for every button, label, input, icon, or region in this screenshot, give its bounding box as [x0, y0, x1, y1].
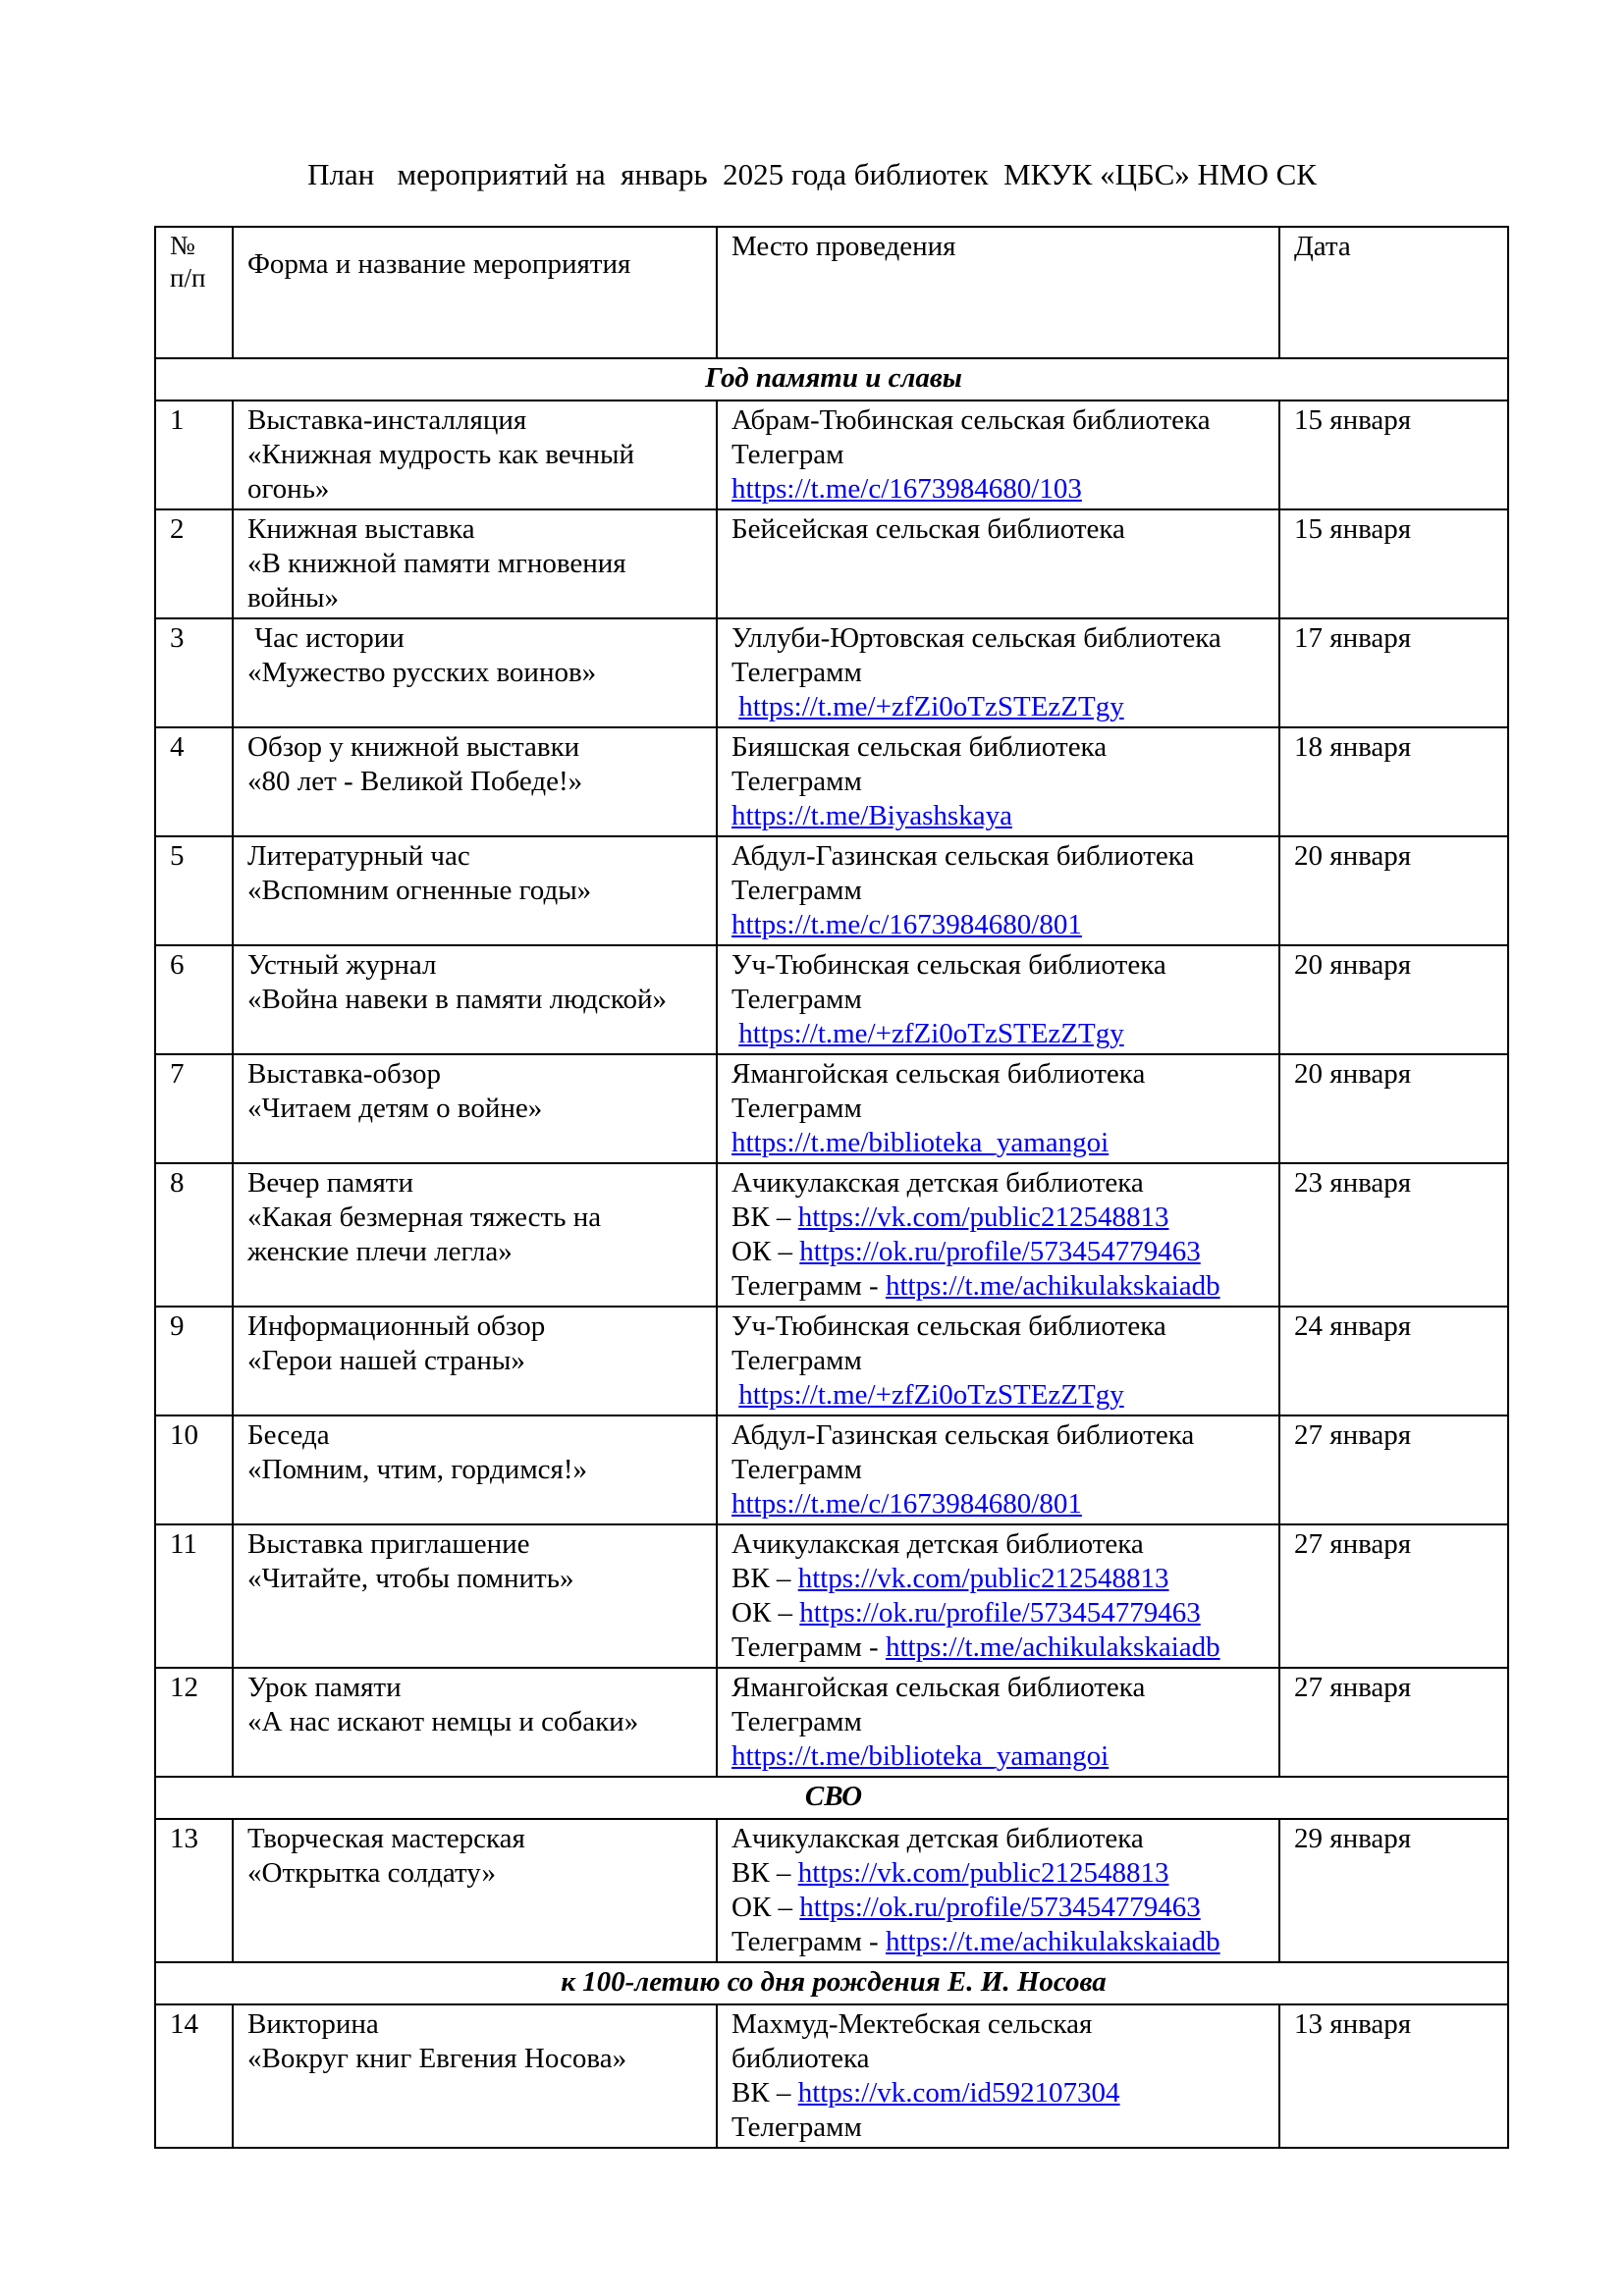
- event-form-line: «А нас искают немцы и собаки»: [247, 1706, 639, 1737]
- event-place-line: Телеграмм: [731, 1454, 862, 1485]
- event-form-line: Час истории: [247, 622, 405, 654]
- event-place-line: библиотека: [731, 2043, 870, 2074]
- event-form-line: «Помним, чтим, гордимся!»: [247, 1454, 588, 1485]
- event-link-line: [731, 1235, 1269, 1269]
- link-prefix: ВК –: [731, 1563, 798, 1594]
- table-row: [155, 1163, 1508, 1307]
- event-form-line: «Открытка солдату»: [247, 1857, 496, 1889]
- event-place-line: Телеграмм: [731, 1093, 862, 1124]
- table-header-row: [155, 227, 1508, 358]
- section-heading: СВО: [155, 1777, 1508, 1819]
- section-heading: Год памяти и славы: [155, 358, 1508, 400]
- table-row: [155, 2004, 1508, 2148]
- event-link[interactable]: https://t.me/Biyashskaya: [731, 800, 1012, 831]
- event-date: 20 января: [1279, 1054, 1508, 1163]
- table-row: [155, 1668, 1508, 1777]
- event-date: 27 января: [1279, 1668, 1508, 1777]
- event-form-line: Выставка-инсталляция: [247, 404, 527, 436]
- event-form-line: Выставка-обзор: [247, 1058, 442, 1090]
- event-date: 27 января: [1279, 1415, 1508, 1524]
- table-row: [155, 509, 1508, 618]
- header-place: [717, 227, 1279, 358]
- event-place: [717, 1054, 1279, 1163]
- event-form: [233, 400, 717, 509]
- event-place-line: Телеграмм: [731, 1345, 862, 1376]
- event-link-line: [731, 1891, 1269, 1925]
- section-row: [155, 1777, 1508, 1819]
- event-form-line: «Война навеки в памяти людской»: [247, 984, 668, 1015]
- event-place-line: Ачикулакская детская библиотека: [731, 1167, 1144, 1199]
- event-form: [233, 1054, 717, 1163]
- header-num: [155, 227, 233, 358]
- event-form: [233, 1668, 717, 1777]
- event-date: 24 января: [1279, 1307, 1508, 1415]
- event-form-line: Выставка приглашение: [247, 1528, 530, 1560]
- page-title: План мероприятий на январь 2025 года библиотек МКУК «ЦБС» НМО СК: [307, 157, 1317, 191]
- event-number: 6: [155, 945, 233, 1054]
- link-prefix: ОК –: [731, 1236, 800, 1267]
- event-link-line: [731, 1739, 1269, 1774]
- event-place-line: Абдул-Газинская сельская библиотека: [731, 1419, 1195, 1451]
- link-prefix: Телеграмм -: [731, 1926, 886, 1957]
- event-link[interactable]: https://vk.com/id592107304: [797, 2077, 1120, 2109]
- event-form-line: Литературный час: [247, 840, 470, 872]
- event-place: [717, 509, 1279, 618]
- event-link[interactable]: https://ok.ru/profile/573454779463: [799, 1236, 1201, 1267]
- event-link-line: [731, 1856, 1269, 1891]
- event-link[interactable]: https://t.me/biblioteka_yamangoi: [731, 1127, 1110, 1158]
- event-date: 17 января: [1279, 618, 1508, 727]
- table-row: [155, 945, 1508, 1054]
- event-number: 14: [155, 2004, 233, 2148]
- section-heading: к 100-летию со дня рождения Е. И. Носова: [155, 1962, 1508, 2004]
- event-link[interactable]: https://t.me/+zfZi0oTzSTEzZTgy: [738, 691, 1124, 722]
- event-place-line: Телеграмм: [731, 1706, 862, 1737]
- event-place-line: Уч-Тюбинская сельская библиотека: [731, 949, 1166, 981]
- table-row: [155, 1307, 1508, 1415]
- link-prefix: ВК –: [731, 2077, 798, 2109]
- event-form-line: Обзор у книжной выставки: [247, 731, 580, 763]
- event-form-line: огонь»: [247, 473, 330, 505]
- event-form-line: Урок памяти: [247, 1672, 402, 1703]
- event-form: [233, 618, 717, 727]
- event-place: [717, 618, 1279, 727]
- event-place: [717, 400, 1279, 509]
- event-number: 7: [155, 1054, 233, 1163]
- event-link[interactable]: https://t.me/c/1673984680/103: [731, 473, 1082, 505]
- event-place-line: Телеграмм: [731, 766, 862, 797]
- event-link-line: [731, 908, 1269, 942]
- event-link[interactable]: https://t.me/c/1673984680/801: [731, 909, 1082, 940]
- link-prefix: ОК –: [731, 1597, 800, 1629]
- event-form: [233, 1163, 717, 1307]
- event-form: [233, 1819, 717, 1962]
- event-link[interactable]: https://t.me/+zfZi0oTzSTEzZTgy: [738, 1018, 1124, 1049]
- link-prefix: Телеграмм -: [731, 1270, 886, 1302]
- event-date: 29 января: [1279, 1819, 1508, 1962]
- event-form-line: Устный журнал: [247, 949, 437, 981]
- event-place-line: Телеграмм: [731, 2111, 862, 2143]
- event-date: 23 января: [1279, 1163, 1508, 1307]
- event-form-line: Беседа: [247, 1419, 330, 1451]
- section-row: [155, 1962, 1508, 2004]
- table-row: [155, 727, 1508, 836]
- event-place-line: Ямангойская сельская библиотека: [731, 1672, 1146, 1703]
- header-date: [1279, 227, 1508, 358]
- table-row: [155, 1524, 1508, 1668]
- link-prefix: ОК –: [731, 1892, 800, 1923]
- event-form: [233, 945, 717, 1054]
- event-number: 5: [155, 836, 233, 945]
- event-place-line: Ямангойская сельская библиотека: [731, 1058, 1146, 1090]
- event-number: 8: [155, 1163, 233, 1307]
- event-place: [717, 1524, 1279, 1668]
- event-place-line: Телеграмм: [731, 657, 862, 688]
- event-form-line: «Вокруг книг Евгения Носова»: [247, 2043, 627, 2074]
- link-prefix: Телеграмм -: [731, 1631, 886, 1663]
- event-place: [717, 1307, 1279, 1415]
- event-link[interactable]: https://t.me/c/1673984680/801: [731, 1488, 1082, 1520]
- event-link-line: [731, 1201, 1269, 1235]
- event-place: [717, 1819, 1279, 1962]
- event-date: 15 января: [1279, 509, 1508, 618]
- event-link[interactable]: https://t.me/achikulakskaiadb: [885, 1926, 1220, 1957]
- event-form-line: «Читайте, чтобы помнить»: [247, 1563, 574, 1594]
- event-place-line: Ачикулакская детская библиотека: [731, 1528, 1144, 1560]
- event-link-line: [731, 1487, 1269, 1522]
- event-form-line: Вечер памяти: [247, 1167, 413, 1199]
- event-place-line: Абдул-Газинская сельская библиотека: [731, 840, 1195, 872]
- event-place-line: Уч-Тюбинская сельская библиотека: [731, 1310, 1166, 1342]
- table-row: [155, 1819, 1508, 1962]
- header-form-label: Форма и название мероприятия: [247, 248, 631, 280]
- event-link-line: [731, 690, 1269, 724]
- event-link[interactable]: https://vk.com/public212548813: [797, 1201, 1169, 1233]
- event-link[interactable]: https://vk.com/public212548813: [797, 1857, 1169, 1889]
- event-place: [717, 945, 1279, 1054]
- event-link-line: [731, 1925, 1269, 1959]
- event-number: 11: [155, 1524, 233, 1668]
- event-form-line: Творческая мастерская: [247, 1823, 525, 1854]
- event-form: [233, 1415, 717, 1524]
- event-link-line: [731, 1596, 1269, 1630]
- event-form: [233, 727, 717, 836]
- table-row: [155, 400, 1508, 509]
- event-place: [717, 2004, 1279, 2148]
- event-link[interactable]: https://t.me/achikulakskaiadb: [885, 1631, 1220, 1663]
- event-place: [717, 1163, 1279, 1307]
- event-form-line: Книжная выставка: [247, 513, 475, 545]
- header-place-label: Место проведения: [731, 231, 956, 262]
- event-form-line: «Какая безмерная тяжесть на: [247, 1201, 602, 1233]
- event-place-line: Телеграмм: [731, 984, 862, 1015]
- events-table: [154, 226, 1509, 2149]
- event-form: [233, 2004, 717, 2148]
- link-prefix: ВК –: [731, 1857, 798, 1889]
- section-row: [155, 358, 1508, 400]
- event-date: 20 января: [1279, 836, 1508, 945]
- event-link-line: [731, 1269, 1269, 1304]
- table-row: [155, 1054, 1508, 1163]
- event-place: [717, 1415, 1279, 1524]
- header-form: [233, 227, 717, 358]
- link-prefix: ВК –: [731, 1201, 798, 1233]
- event-number: 9: [155, 1307, 233, 1415]
- event-link-line: [731, 1562, 1269, 1596]
- table-row: [155, 1415, 1508, 1524]
- event-place-line: Телеграм: [731, 439, 844, 470]
- event-link-line: [731, 1017, 1269, 1051]
- event-date: 13 января: [1279, 2004, 1508, 2148]
- event-place-line: Махмуд-Мектебская сельская: [731, 2008, 1093, 2040]
- event-form-line: «Герои нашей страны»: [247, 1345, 525, 1376]
- event-date: 18 января: [1279, 727, 1508, 836]
- event-link-line: [731, 1378, 1269, 1413]
- table-row: [155, 836, 1508, 945]
- event-link[interactable]: https://t.me/+zfZi0oTzSTEzZTgy: [738, 1379, 1124, 1411]
- event-number: 10: [155, 1415, 233, 1524]
- event-date: 15 января: [1279, 400, 1508, 509]
- event-form-line: Викторина: [247, 2008, 379, 2040]
- event-form: [233, 1307, 717, 1415]
- event-number: 13: [155, 1819, 233, 1962]
- table-row: [155, 618, 1508, 727]
- event-link[interactable]: https://ok.ru/profile/573454779463: [799, 1597, 1201, 1629]
- event-date: 27 января: [1279, 1524, 1508, 1668]
- header-num-label: № п/п: [170, 231, 206, 293]
- event-number: 12: [155, 1668, 233, 1777]
- event-form: [233, 509, 717, 618]
- event-link[interactable]: https://t.me/biblioteka_yamangoi: [731, 1740, 1110, 1772]
- event-form-line: «Мужество русских воинов»: [247, 657, 597, 688]
- event-form-line: «Вспомним огненные годы»: [247, 875, 592, 906]
- event-form-line: «В книжной памяти мгновения: [247, 548, 626, 579]
- event-date: 20 января: [1279, 945, 1508, 1054]
- event-link-line: [731, 472, 1269, 507]
- event-number: 1: [155, 400, 233, 509]
- event-form-line: женские плечи легла»: [247, 1236, 513, 1267]
- event-link[interactable]: https://t.me/achikulakskaiadb: [885, 1270, 1220, 1302]
- event-place-line: Абрам-Тюбинская сельская библиотека: [731, 404, 1211, 436]
- event-place-line: Бияшская сельская библиотека: [731, 731, 1108, 763]
- event-form-line: Информационный обзор: [247, 1310, 546, 1342]
- event-place-line: Ачикулакская детская библиотека: [731, 1823, 1144, 1854]
- event-form-line: войны»: [247, 582, 340, 614]
- event-link[interactable]: https://ok.ru/profile/573454779463: [799, 1892, 1201, 1923]
- event-number: 2: [155, 509, 233, 618]
- event-place: [717, 727, 1279, 836]
- event-link-line: [731, 1126, 1269, 1160]
- event-link-line: [731, 2076, 1269, 2110]
- event-place-line: Уллуби-Юртовская сельская библиотека: [731, 622, 1221, 654]
- event-form-line: «80 лет - Великой Победе!»: [247, 766, 583, 797]
- event-place: [717, 836, 1279, 945]
- event-place: [717, 1668, 1279, 1777]
- event-number: 4: [155, 727, 233, 836]
- event-form: [233, 836, 717, 945]
- event-form: [233, 1524, 717, 1668]
- event-link-line: [731, 799, 1269, 833]
- event-number: 3: [155, 618, 233, 727]
- event-form-line: «Читаем детям о войне»: [247, 1093, 543, 1124]
- event-link-line: [731, 1630, 1269, 1665]
- event-form-line: «Книжная мудрость как вечный: [247, 439, 635, 470]
- event-link[interactable]: https://vk.com/public212548813: [797, 1563, 1169, 1594]
- event-place-line: Бейсейская сельская библиотека: [731, 513, 1125, 545]
- event-place-line: Телеграмм: [731, 875, 862, 906]
- header-date-label: Дата: [1294, 231, 1351, 262]
